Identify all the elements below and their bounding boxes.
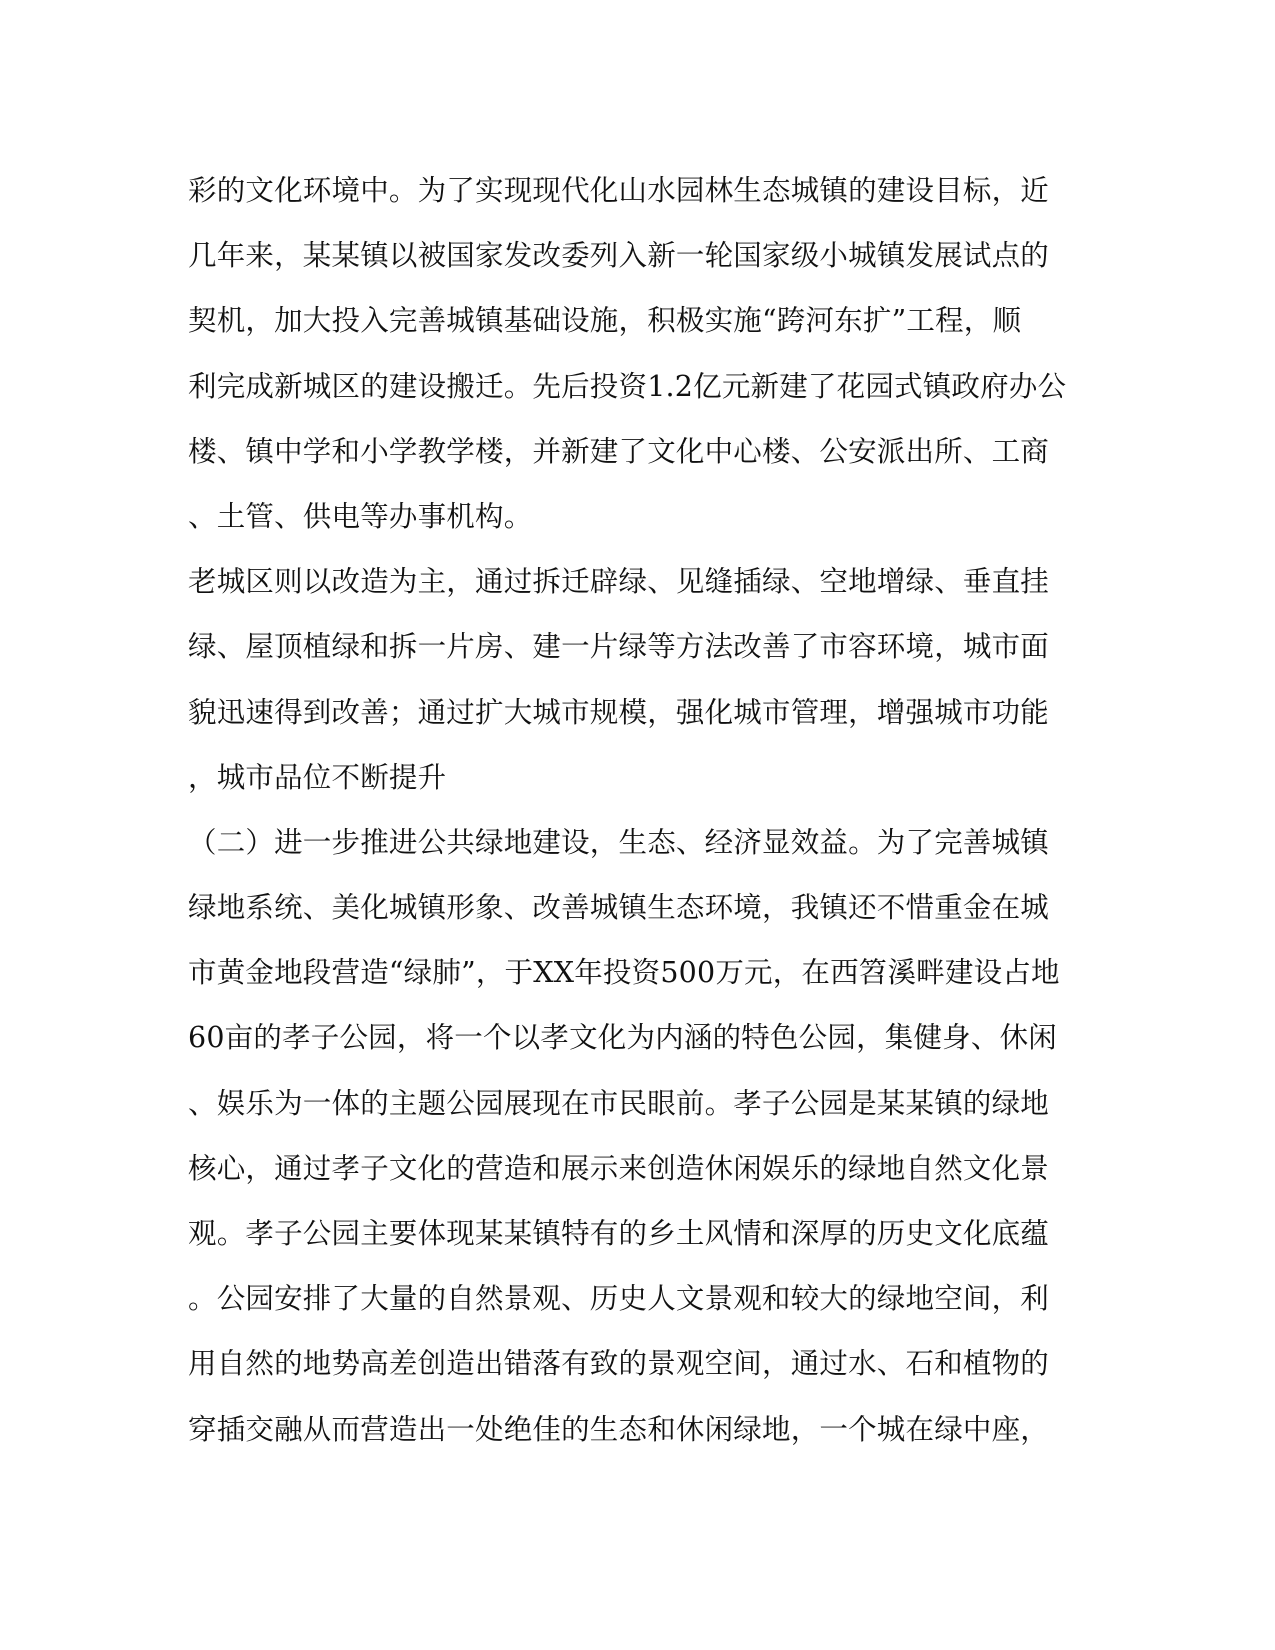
text-line: 几年来，某某镇以被国家发改委列入新一轮国家级小城镇发展试点的 xyxy=(188,239,1050,273)
text-line: 60亩的孝子公园，将一个以孝文化为内涵的特色公园，集健身、休闲 xyxy=(188,1021,1057,1055)
text-line: 貌迅速得到改善；通过扩大城市规模，强化城市管理，增强城市功能 xyxy=(188,695,1050,729)
text-line: 核心，通过孝子文化的营造和展示来创造休闲娱乐的绿地自然文化景 xyxy=(188,1151,1050,1185)
text-line: 穿插交融从而营造出一处绝佳的生态和休闲绿地，一个城在绿中座， xyxy=(188,1412,1050,1446)
text-line: 观。孝子公园主要体现某某镇特有的乡土风情和深厚的历史文化底蕴 xyxy=(188,1217,1050,1250)
text-line: 利完成新城区的建设搬迁。先后投资1.2亿元新建了花园式镇政府办公 xyxy=(188,369,1067,403)
text-line: 绿地系统、美化城镇形象、改善城镇生态环境，我镇还不惜重金在城 xyxy=(188,891,1050,925)
text-line: 契机，加大投入完善城镇基础设施，积极实施“跨河东扩”工程，顺 xyxy=(188,304,1022,338)
text-line: 用自然的地势高差创造出错落有致的景观空间，通过水、石和植物的 xyxy=(188,1347,1050,1381)
text-line: 、娱乐为一体的主题公园展现在市民眼前。孝子公园是某某镇的绿地 xyxy=(188,1086,1050,1120)
body-text xyxy=(188,158,1088,1462)
text-line: 绿、屋顶植绿和拆一片房、建一片绿等方法改善了市容环境，城市面 xyxy=(188,630,1050,664)
text-line: 。公园安排了大量的自然景观、历史人文景观和较大的绿地空间，利 xyxy=(188,1282,1050,1316)
text-line: 老城区则以改造为主，通过拆迁辟绿、见缝插绿、空地增绿、垂直挂 xyxy=(188,565,1050,599)
text-line: （二）进一步推进公共绿地建设，生态、经济显效益。为了完善城镇 xyxy=(188,825,1050,859)
text-line: ，城市品位不断提升 xyxy=(188,760,447,794)
text-line: 彩的文化环境中。为了实现现代化山水园林生态城镇的建设目标，近 xyxy=(188,174,1050,207)
text-line: 、土管、供电等办事机构。 xyxy=(188,499,533,533)
text-line: 楼、镇中学和小学教学楼，并新建了文化中心楼、公安派出所、工商 xyxy=(188,434,1050,468)
text-line: 市黄金地段营造“绿肺”，于XX年投资500万元，在西笤溪畔建设占地 xyxy=(188,956,1060,990)
